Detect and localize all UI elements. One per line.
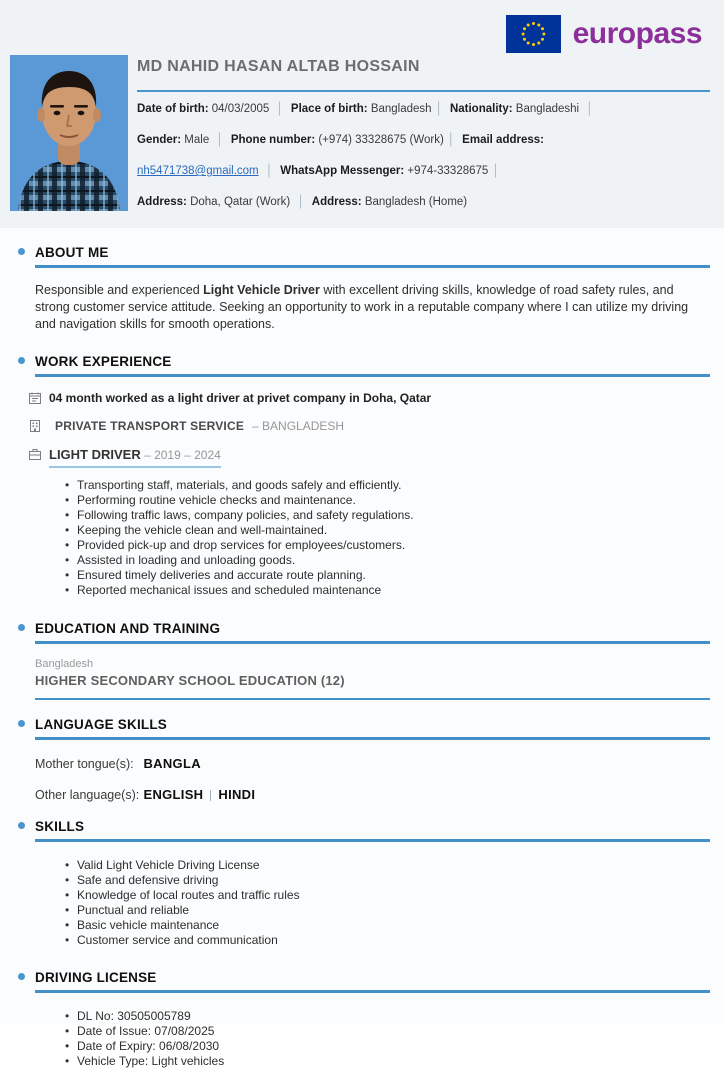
list-item: • Transporting staff, materials, and goods safely and efficiently. [65, 478, 710, 493]
person-name: MD NAHID HASAN ALTAB HOSSAIN [137, 58, 420, 75]
skills-list [35, 858, 710, 948]
employer-location: – BANGLADESH [252, 419, 345, 433]
work-experience-heading [35, 337, 710, 377]
nationality-label: Nationality: [449, 103, 513, 115]
work-duties-list [35, 478, 710, 598]
education-heading [35, 604, 710, 644]
europass-logo [506, 15, 702, 53]
calendar-icon [29, 392, 41, 404]
section-bullet-icon [18, 973, 25, 980]
list-item: • Safe and defensive driving [65, 873, 710, 888]
work-summary-text: 04 month worked as a light driver at privet company in Doha, Qatar [49, 391, 432, 405]
list-item: • Performing routine vehicle checks and maintenance. [65, 493, 710, 508]
education-degree: HIGHER SECONDARY SCHOOL EDUCATION (12) [35, 672, 345, 688]
details-row-3: nh5471738@gmail.com │ WhatsApp Messenger: +974-33328675 │ [137, 165, 500, 177]
building-icon [29, 420, 41, 432]
pob-value: Bangladesh [370, 103, 432, 115]
section-bullet-icon [18, 720, 25, 727]
address-work-value: Doha, Qatar (Work) [190, 196, 291, 208]
section-bullet-icon [18, 248, 25, 255]
list-item: • DL No: 30505005789 [65, 1009, 710, 1024]
list-item: • Punctual and reliable [65, 903, 710, 918]
language-skills-title: LANGUAGE SKILLS [35, 716, 168, 732]
list-item: • Customer service and communication [65, 933, 710, 948]
pob-label: Place of birth: [290, 103, 368, 115]
language-skills-heading [35, 700, 710, 740]
eu-flag-icon [506, 15, 561, 53]
mother-tongue-label: Mother tongue(s): [35, 756, 134, 771]
europass-wordmark: europass [572, 17, 702, 50]
section-work-experience [35, 337, 710, 598]
driving-license-heading [35, 953, 710, 993]
education-entry [35, 658, 710, 700]
name-divider [137, 90, 710, 92]
section-language-skills [35, 700, 710, 802]
driving-license-list [35, 1009, 710, 1069]
gender-value: Male [184, 134, 210, 146]
list-item: • Knowledge of local routes and traffic rules [65, 888, 710, 903]
whatsapp-label: WhatsApp Messenger: [280, 165, 405, 177]
language-separator [210, 790, 211, 801]
skills-heading [35, 802, 710, 842]
other-language-1: ENGLISH [143, 786, 204, 802]
gender-label: Gender: [137, 134, 182, 146]
cv-body [0, 228, 724, 1075]
phone-label: Phone number: [230, 134, 316, 146]
section-skills [35, 802, 710, 948]
details-row-2: Gender: Male │ Phone number: (+974) 33328675 (Work) │ Email address: [137, 134, 544, 146]
section-education [35, 604, 710, 700]
section-bullet-icon [18, 357, 25, 364]
about-me-heading [35, 228, 710, 268]
about-role-highlight: Light Vehicle Driver [203, 283, 320, 297]
list-item: • Ensured timely deliveries and accurate route planning. [65, 568, 710, 583]
list-item: • Basic vehicle maintenance [65, 918, 710, 933]
section-driving-license [35, 953, 710, 1069]
employer-name: PRIVATE TRANSPORT SERVICE [55, 419, 245, 433]
work-summary-row [29, 391, 710, 405]
address-work-label: Address: [137, 196, 187, 208]
section-about-me [35, 228, 710, 333]
email-label: Email address: [462, 134, 544, 146]
job-dates: – 2019 – 2024 [144, 448, 221, 462]
list-item: • Assisted in loading and unloading goods. [65, 553, 710, 568]
nationality-value: Bangladeshi [515, 103, 580, 115]
details-row-4: Address: Doha, Qatar (Work) │ Address: Bangladesh (Home) [137, 196, 468, 208]
education-country: Bangladesh [35, 657, 94, 670]
section-bullet-icon [18, 822, 25, 829]
profile-photo [10, 55, 128, 211]
mother-tongue-row [35, 756, 710, 771]
details-row-1: Date of birth: 04/03/2005 │ Place of birth: Bangladesh │ Nationality: Bangladeshi │ [137, 103, 594, 115]
about-me-title: ABOUT ME [35, 245, 109, 260]
about-me-text: Responsible and experienced Light Vehicle Driver with excellent driving skills, knowledge of road safety rules, and strong customer service attitude. Seeking an opportunity to work in a reputable company where I can utilize my driving and navigation skills for smooth operations. [35, 283, 689, 331]
section-bullet-icon [18, 624, 25, 631]
work-experience-title: WORK EXPERIENCE [35, 354, 172, 369]
whatsapp-value: +974-33328675 [407, 165, 489, 177]
list-item: • Date of Expiry: 06/08/2030 [65, 1039, 710, 1054]
other-languages-label: Other language(s): [35, 787, 140, 802]
list-item: • Vehicle Type: Light vehicles [65, 1054, 710, 1069]
address-home-label: Address: [311, 196, 362, 208]
work-employer-row [29, 419, 710, 433]
other-languages-row [35, 787, 710, 802]
education-title: EDUCATION AND TRAINING [35, 620, 221, 636]
skills-title: SKILLS [35, 818, 85, 834]
dob-value: 04/03/2005 [211, 103, 270, 115]
list-item: • Valid Light Vehicle Driving License [65, 858, 710, 873]
list-item: • Provided pick-up and drop services for employees/customers. [65, 538, 710, 553]
work-role-row [29, 447, 710, 468]
list-item: • Following traffic laws, company policies, and safety regulations. [65, 508, 710, 523]
briefcase-icon [29, 448, 41, 460]
phone-value: (+974) 33328675 (Work) [318, 134, 444, 146]
list-item: • Date of Issue: 07/08/2025 [65, 1024, 710, 1039]
personal-details [137, 99, 715, 223]
email-link[interactable]: nh5471738@gmail.com [137, 165, 259, 177]
driving-license-title: DRIVING LICENSE [35, 970, 157, 985]
list-item: • Keeping the vehicle clean and well-maintained. [65, 523, 710, 538]
mother-tongue-value: BANGLA [143, 755, 201, 771]
list-item: • Reported mechanical issues and scheduled maintenance [65, 583, 710, 598]
dob-label: Date of birth: [137, 103, 209, 115]
other-language-2: HINDI [218, 786, 256, 802]
job-role: LIGHT DRIVER [49, 447, 141, 462]
address-home-value: Bangladesh (Home) [364, 196, 468, 208]
